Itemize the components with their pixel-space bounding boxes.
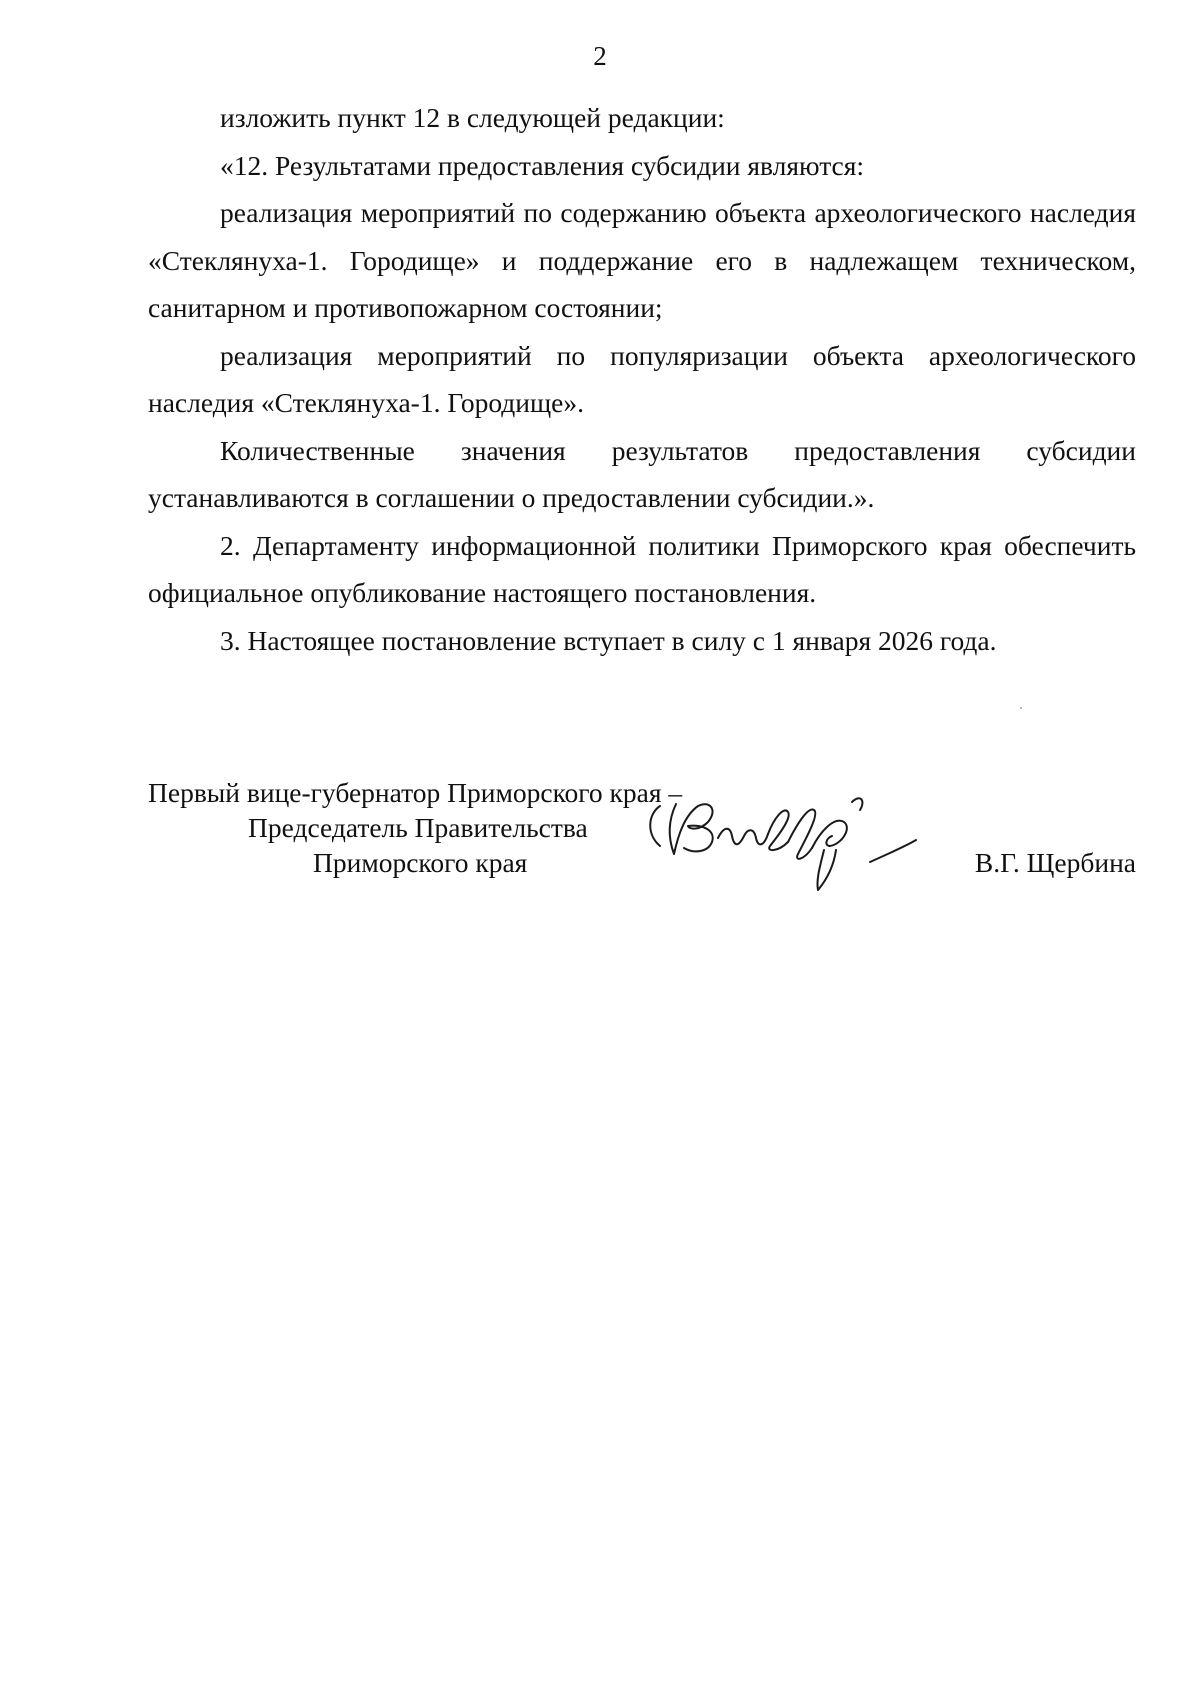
paragraph-intro: изложить пункт 12 в следующей редакции: xyxy=(220,102,725,133)
paragraph-result-popularization: реализация мероприятий по популяризации объекта археологического наследия «Стеклянуха-1. Городище». xyxy=(148,339,1136,418)
scan-speck xyxy=(1020,707,1022,709)
signatory-title-line1: Первый вице-губернатор Приморского края – xyxy=(148,777,683,808)
paragraph-quantitative-values: Количественные значения результатов предоставления субсидии устанавливаются в соглашении о предоставлении субсидии.». xyxy=(148,434,1136,513)
paragraph-clause-3: 3. Настоящее постановление вступает в силу с 1 января 2026 года. xyxy=(220,624,997,656)
signatory-name: В.Г. Щербина xyxy=(974,847,1136,878)
paragraph-clause-2: 2. Департаменту информационной политики Приморского края обеспечить официальное опубликование настоящего постановления. xyxy=(148,529,1136,608)
handwritten-signature-icon xyxy=(638,766,918,896)
document-body xyxy=(148,94,1136,664)
signature-block xyxy=(148,776,1136,916)
paragraph-result-maintenance: реализация мероприятий по содержанию объекта археологического наследия «Стеклянуха-1. Городище» и поддержание его в надлежащем техническом, санитарном и противопожарном состоянии; xyxy=(148,197,1136,323)
signatory-title-line3: Приморского края xyxy=(313,847,528,878)
paragraph-item-12: «12. Результатами предоставления субсидии являются: xyxy=(220,149,865,181)
page-number: 2 xyxy=(593,41,607,71)
signatory-title-line2: Председатель Правительства xyxy=(248,812,588,843)
